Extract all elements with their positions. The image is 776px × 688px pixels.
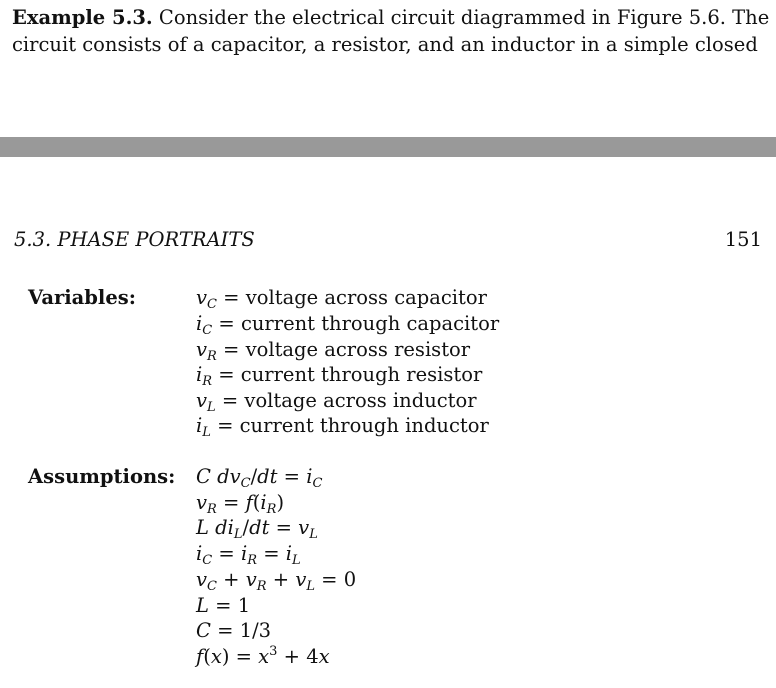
assumptions-label: Assumptions:	[28, 465, 176, 488]
intro-line-2: circuit consists of a capacitor, a resistor, and an inductor in a simple closed	[12, 33, 758, 56]
running-header	[14, 228, 762, 251]
example-label: Example 5.3.	[12, 6, 153, 29]
assumption-equation: L = 1	[196, 594, 251, 617]
assumption-equation: $i_C = i_R = i_L$	[196, 542, 301, 568]
variable-desc: voltage across capacitor	[245, 286, 487, 309]
variable-row: $i_R$ = current through resistor	[196, 363, 483, 389]
intro-paragraph	[12, 4, 770, 58]
variable-row: $i_C$ = current through capacitor	[196, 312, 500, 338]
intro-line-1	[12, 4, 770, 31]
variable-row: $v_C$ = voltage across capacitor	[196, 286, 487, 312]
assumption-equation: $v_R = f(i_R)$	[196, 491, 285, 517]
variable-row: $i_L$ = current through inductor	[196, 414, 489, 440]
variable-desc: current through resistor	[240, 363, 483, 386]
variable-row: $v_R$ = voltage across resistor	[196, 338, 471, 364]
page-divider	[0, 137, 776, 157]
assumption-equation: $v_C + v_R + v_L = 0$	[196, 568, 357, 594]
variable-row: $v_L$ = voltage across inductor	[196, 389, 477, 415]
variable-desc: current through inductor	[239, 414, 489, 437]
assumption-equation: C = 1/3	[196, 619, 272, 642]
intro-line-1-text: Consider the electrical circuit diagrammed in Figure 5.6. The	[152, 6, 770, 29]
variable-desc: current through capacitor	[240, 312, 500, 335]
variable-desc: voltage across resistor	[245, 338, 471, 361]
variable-desc: voltage across inductor	[244, 389, 477, 412]
assumption-equation: $f(x) = x^3 + 4x$	[196, 644, 330, 668]
assumption-equation: C $dv_C/dt = i_C$	[196, 465, 323, 491]
assumption-equation: L $di_L/dt = v_L$	[196, 516, 318, 542]
page-number: 151	[724, 228, 762, 251]
section-title: 5.3. PHASE PORTRAITS	[14, 228, 255, 251]
variables-label: Variables:	[28, 286, 136, 309]
